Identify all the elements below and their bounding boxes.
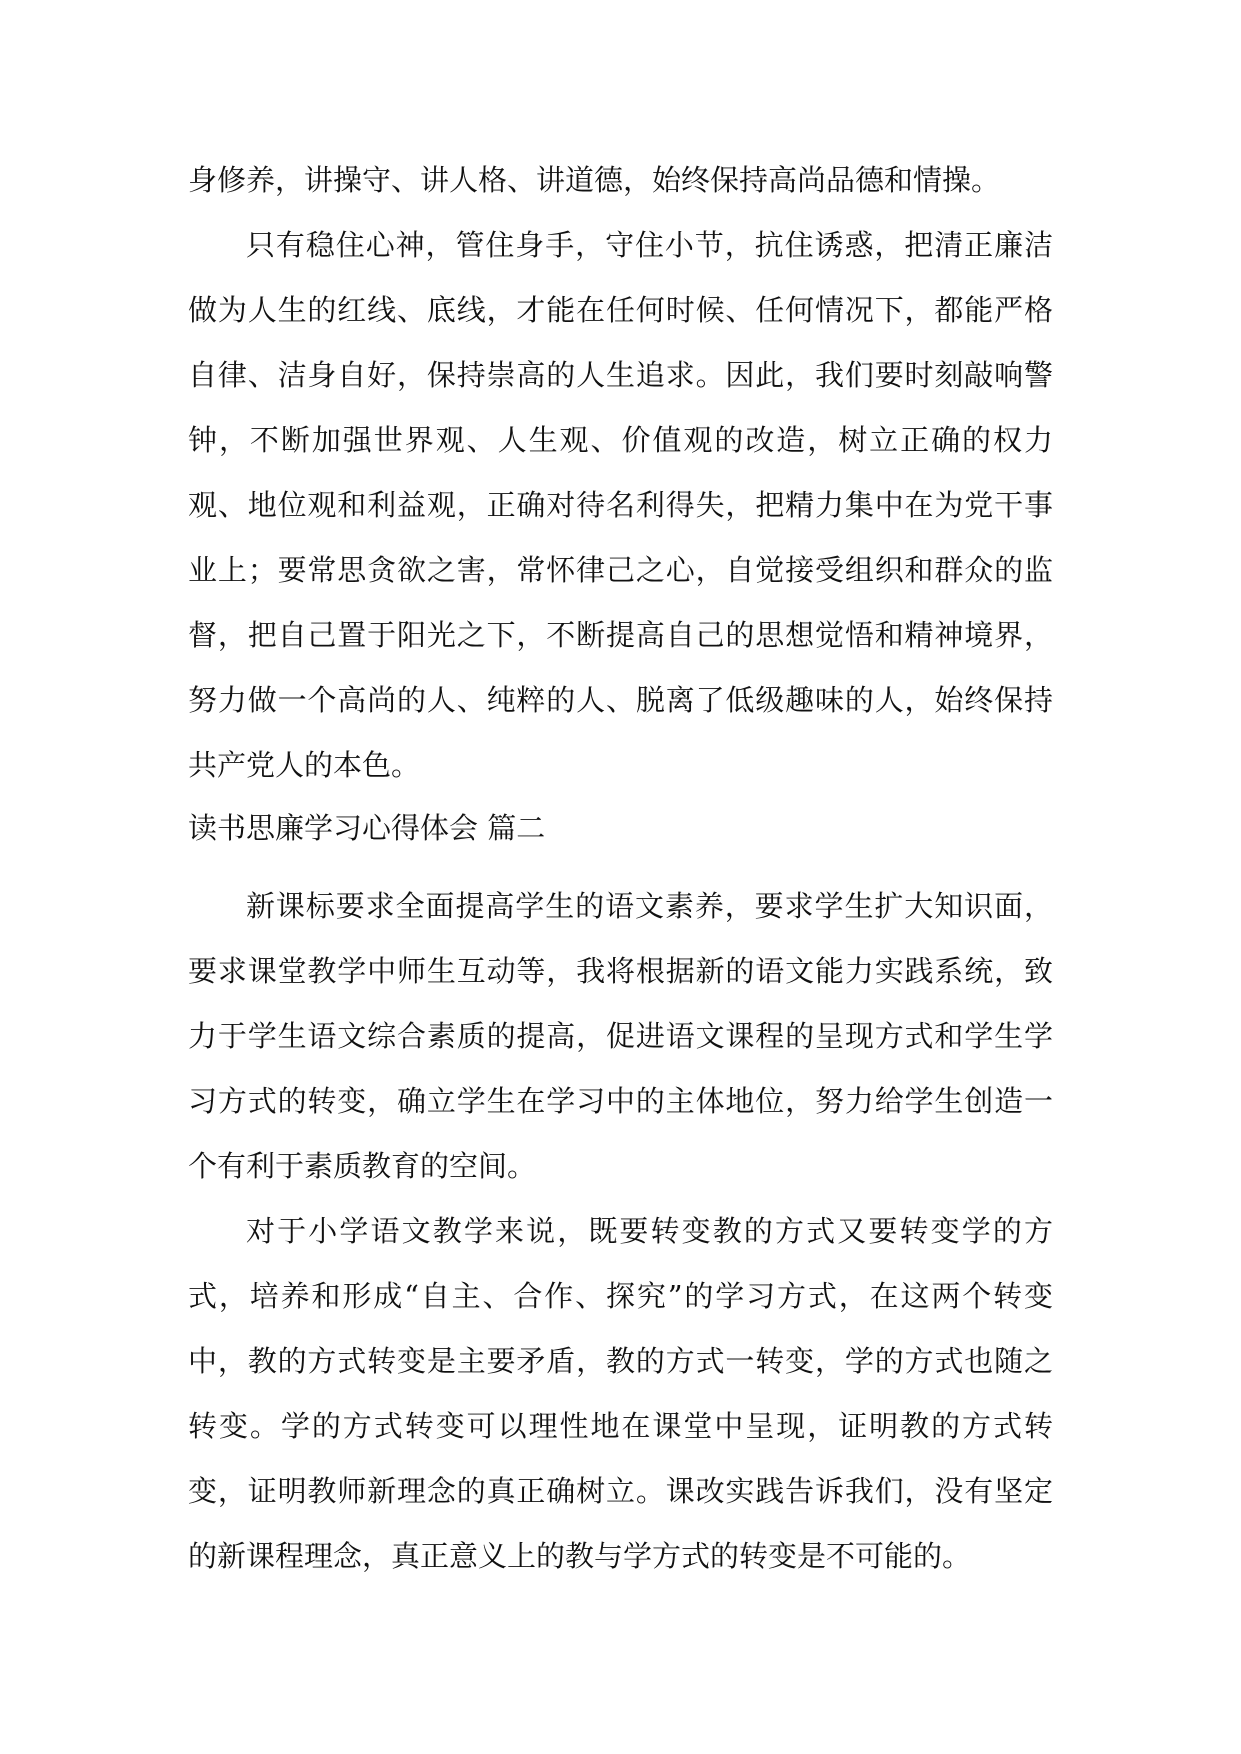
continuation-paragraph: 身修养，讲操守、讲人格、讲道德，始终保持高尚品德和情操。	[188, 163, 1001, 197]
section-heading: 读书思廉学习心得体会 篇二	[188, 811, 546, 845]
body-paragraph: 只有稳住心神，管住身手，守住小节，抗住诱惑，把清正廉洁做为人生的红线、底线，才能在任何时候、任何情况下，都能严格自律、洁身自好，保持崇高的人生追求。因此，我们要时刻敲响警钟，不断加强世界观、人生观、价值观的改造，树立正确的权力观、地位观和利益观，正确对待名利得失，把精力集中在为党干事业上；要常思贪欲之害，常怀律己之心，自觉接受组织和群众的监督，把自己置于阳光之下，不断提高自己的思想觉悟和精神境界，努力做一个高尚的人、纯粹的人、脱离了低级趣味的人，始终保持共产党人的本色。	[188, 228, 1053, 782]
body-paragraph: 新课标要求全面提高学生的语文素养，要求学生扩大知识面，要求课堂教学中师生互动等，我将根据新的语文能力实践系统，致力于学生语文综合素质的提高，促进语文课程的呈现方式和学生学习方式的转变，确立学生在学习中的主体地位，努力给学生创造一个有利于素质教育的空间。	[188, 889, 1053, 1183]
section-2-body	[188, 874, 1053, 1589]
body-paragraph: 对于小学语文教学来说，既要转变教的方式又要转变学的方式，培养和形成“自主、合作、探究”的学习方式，在这两个转变中，教的方式转变是主要矛盾，教的方式一转变，学的方式也随之转变。学的方式转变可以理性地在课堂中呈现，证明教的方式转变，证明教师新理念的真正确树立。课改实践告诉我们，没有坚定的新课程理念，真正意义上的教与学方式的转变是不可能的。	[188, 1214, 1053, 1573]
section-1-body	[188, 148, 1053, 798]
